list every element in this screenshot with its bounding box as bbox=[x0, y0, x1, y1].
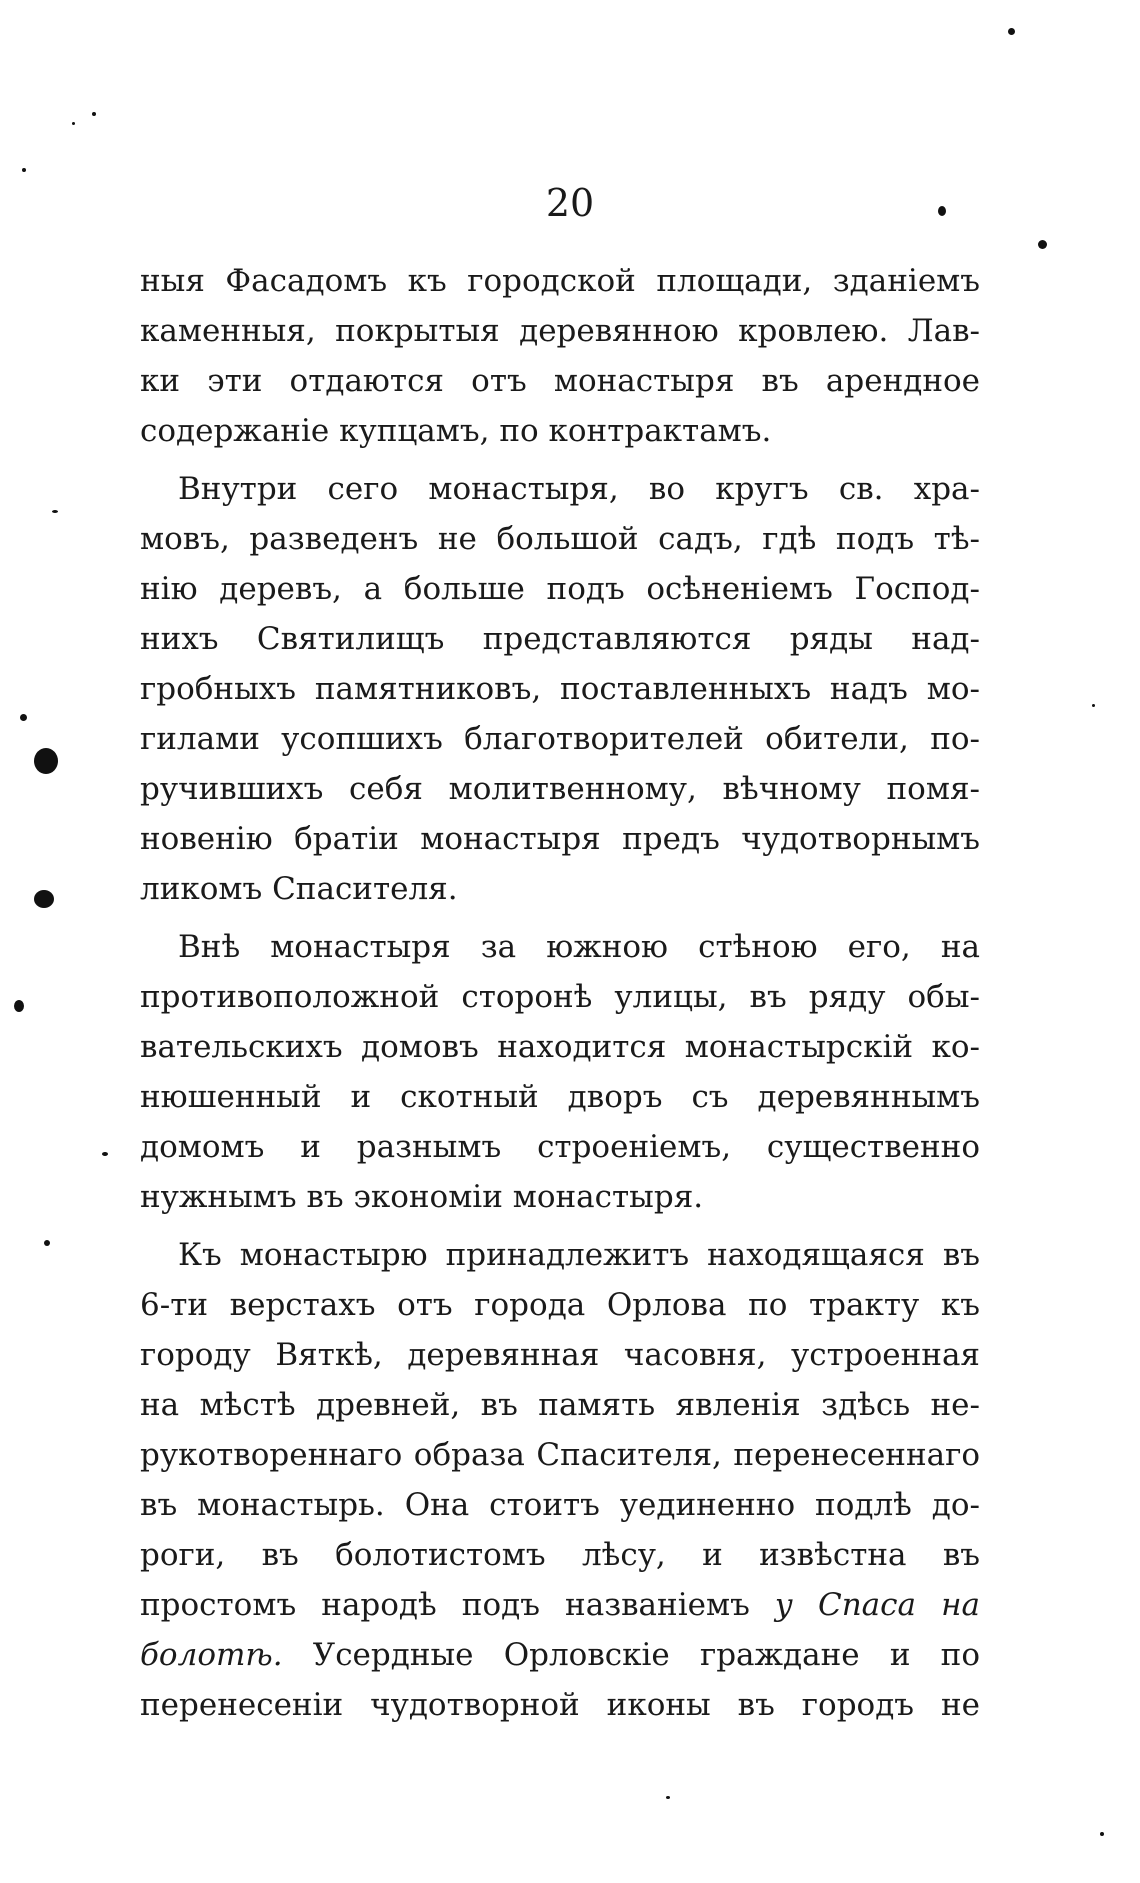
scan-speck bbox=[1100, 1832, 1104, 1836]
text-line: Внутри сего монастыря, во кругъ св. хра- bbox=[178, 471, 980, 507]
text-line: въ монастырь. Она стоитъ уединенно подлѣ до- bbox=[140, 1487, 980, 1523]
text-line: нюшенный и скотный дворъ съ деревяннымъ bbox=[140, 1079, 980, 1115]
scan-speck bbox=[92, 112, 96, 116]
scan-speck bbox=[20, 714, 27, 721]
text-line bbox=[140, 1630, 980, 1680]
text-line: роги, въ болотистомъ лѣсу, и извѣстна въ bbox=[140, 1537, 980, 1573]
text-line: гробныхъ памятниковъ, поставленныхъ надъ мо- bbox=[140, 671, 980, 707]
text-line: Къ монастырю принадлежитъ находящаяся въ bbox=[178, 1237, 980, 1273]
text-line: гилами усопшихъ благотворителей обители, по- bbox=[140, 721, 980, 757]
scan-speck bbox=[1008, 28, 1015, 35]
scan-speck bbox=[1038, 240, 1047, 249]
text-line: ныя Фасадомъ къ городской площади, зданiемъ bbox=[140, 263, 980, 299]
scan-speck bbox=[666, 1796, 670, 1799]
body-text bbox=[140, 256, 980, 1730]
scan-speck bbox=[102, 1152, 108, 1156]
text-line: нiю деревъ, а больше подъ осѣненiемъ Господ- bbox=[140, 571, 980, 607]
text-segment: Усердные Орловскiе граждане и по bbox=[312, 1637, 980, 1673]
scan-speck bbox=[938, 206, 946, 216]
scan-speck bbox=[44, 1240, 50, 1246]
text-line: ликомъ Спасителя. bbox=[140, 871, 458, 907]
page-number: 20 bbox=[545, 181, 595, 225]
text-line: ручившихъ себя молитвенному, вѣчному помя- bbox=[140, 771, 980, 807]
text-line: домомъ и разнымъ строенiемъ, существенно bbox=[140, 1129, 980, 1165]
text-line: ки эти отдаются отъ монастыря въ арендное bbox=[140, 363, 980, 399]
scan-speck bbox=[14, 1000, 24, 1012]
scan-speck bbox=[34, 890, 54, 908]
text-line: перенесенiи чудотворной иконы въ городъ не bbox=[140, 1687, 980, 1723]
italic-text: у Спаса на bbox=[774, 1587, 980, 1623]
text-line: рукотвореннаго образа Спасителя, перенесеннаго bbox=[140, 1437, 980, 1473]
text-line: противоположной сторонѣ улицы, въ ряду обы- bbox=[140, 979, 980, 1015]
text-line: каменныя, покрытыя деревянною кровлею. Лав- bbox=[140, 313, 980, 349]
text-line: мовъ, разведенъ не большой садъ, гдѣ подъ тѣ- bbox=[140, 521, 980, 557]
scan-speck bbox=[72, 122, 75, 125]
text-line: содержанiе купцамъ, по контрактамъ. bbox=[140, 413, 772, 449]
text-line bbox=[140, 1580, 980, 1630]
text-line: городу Вяткѣ, деревянная часовня, устроенная bbox=[140, 1337, 980, 1373]
text-line: нужнымъ въ экономiи монастыря. bbox=[140, 1179, 704, 1215]
text-line: новенiю братiи монастыря предъ чудотворнымъ bbox=[140, 821, 980, 857]
text-segment: простомъ народѣ подъ названiемъ bbox=[140, 1587, 750, 1623]
text-line: вательскихъ домовъ находится монастырскiй ко- bbox=[140, 1029, 980, 1065]
scan-speck bbox=[1092, 704, 1095, 707]
text-line: на мѣстѣ древней, въ память явленiя здѣсь не- bbox=[140, 1387, 980, 1423]
text-line: нихъ Святилищъ представляются ряды над- bbox=[140, 621, 980, 657]
scan-speck bbox=[34, 748, 58, 774]
text-line: 6-ти верстахъ отъ города Орлова по тракту къ bbox=[140, 1287, 980, 1323]
scan-speck bbox=[52, 510, 58, 513]
text-line: Внѣ монастыря за южною стѣною его, на bbox=[178, 929, 980, 965]
scan-speck bbox=[22, 168, 26, 172]
italic-text: болотѣ. bbox=[140, 1637, 283, 1673]
